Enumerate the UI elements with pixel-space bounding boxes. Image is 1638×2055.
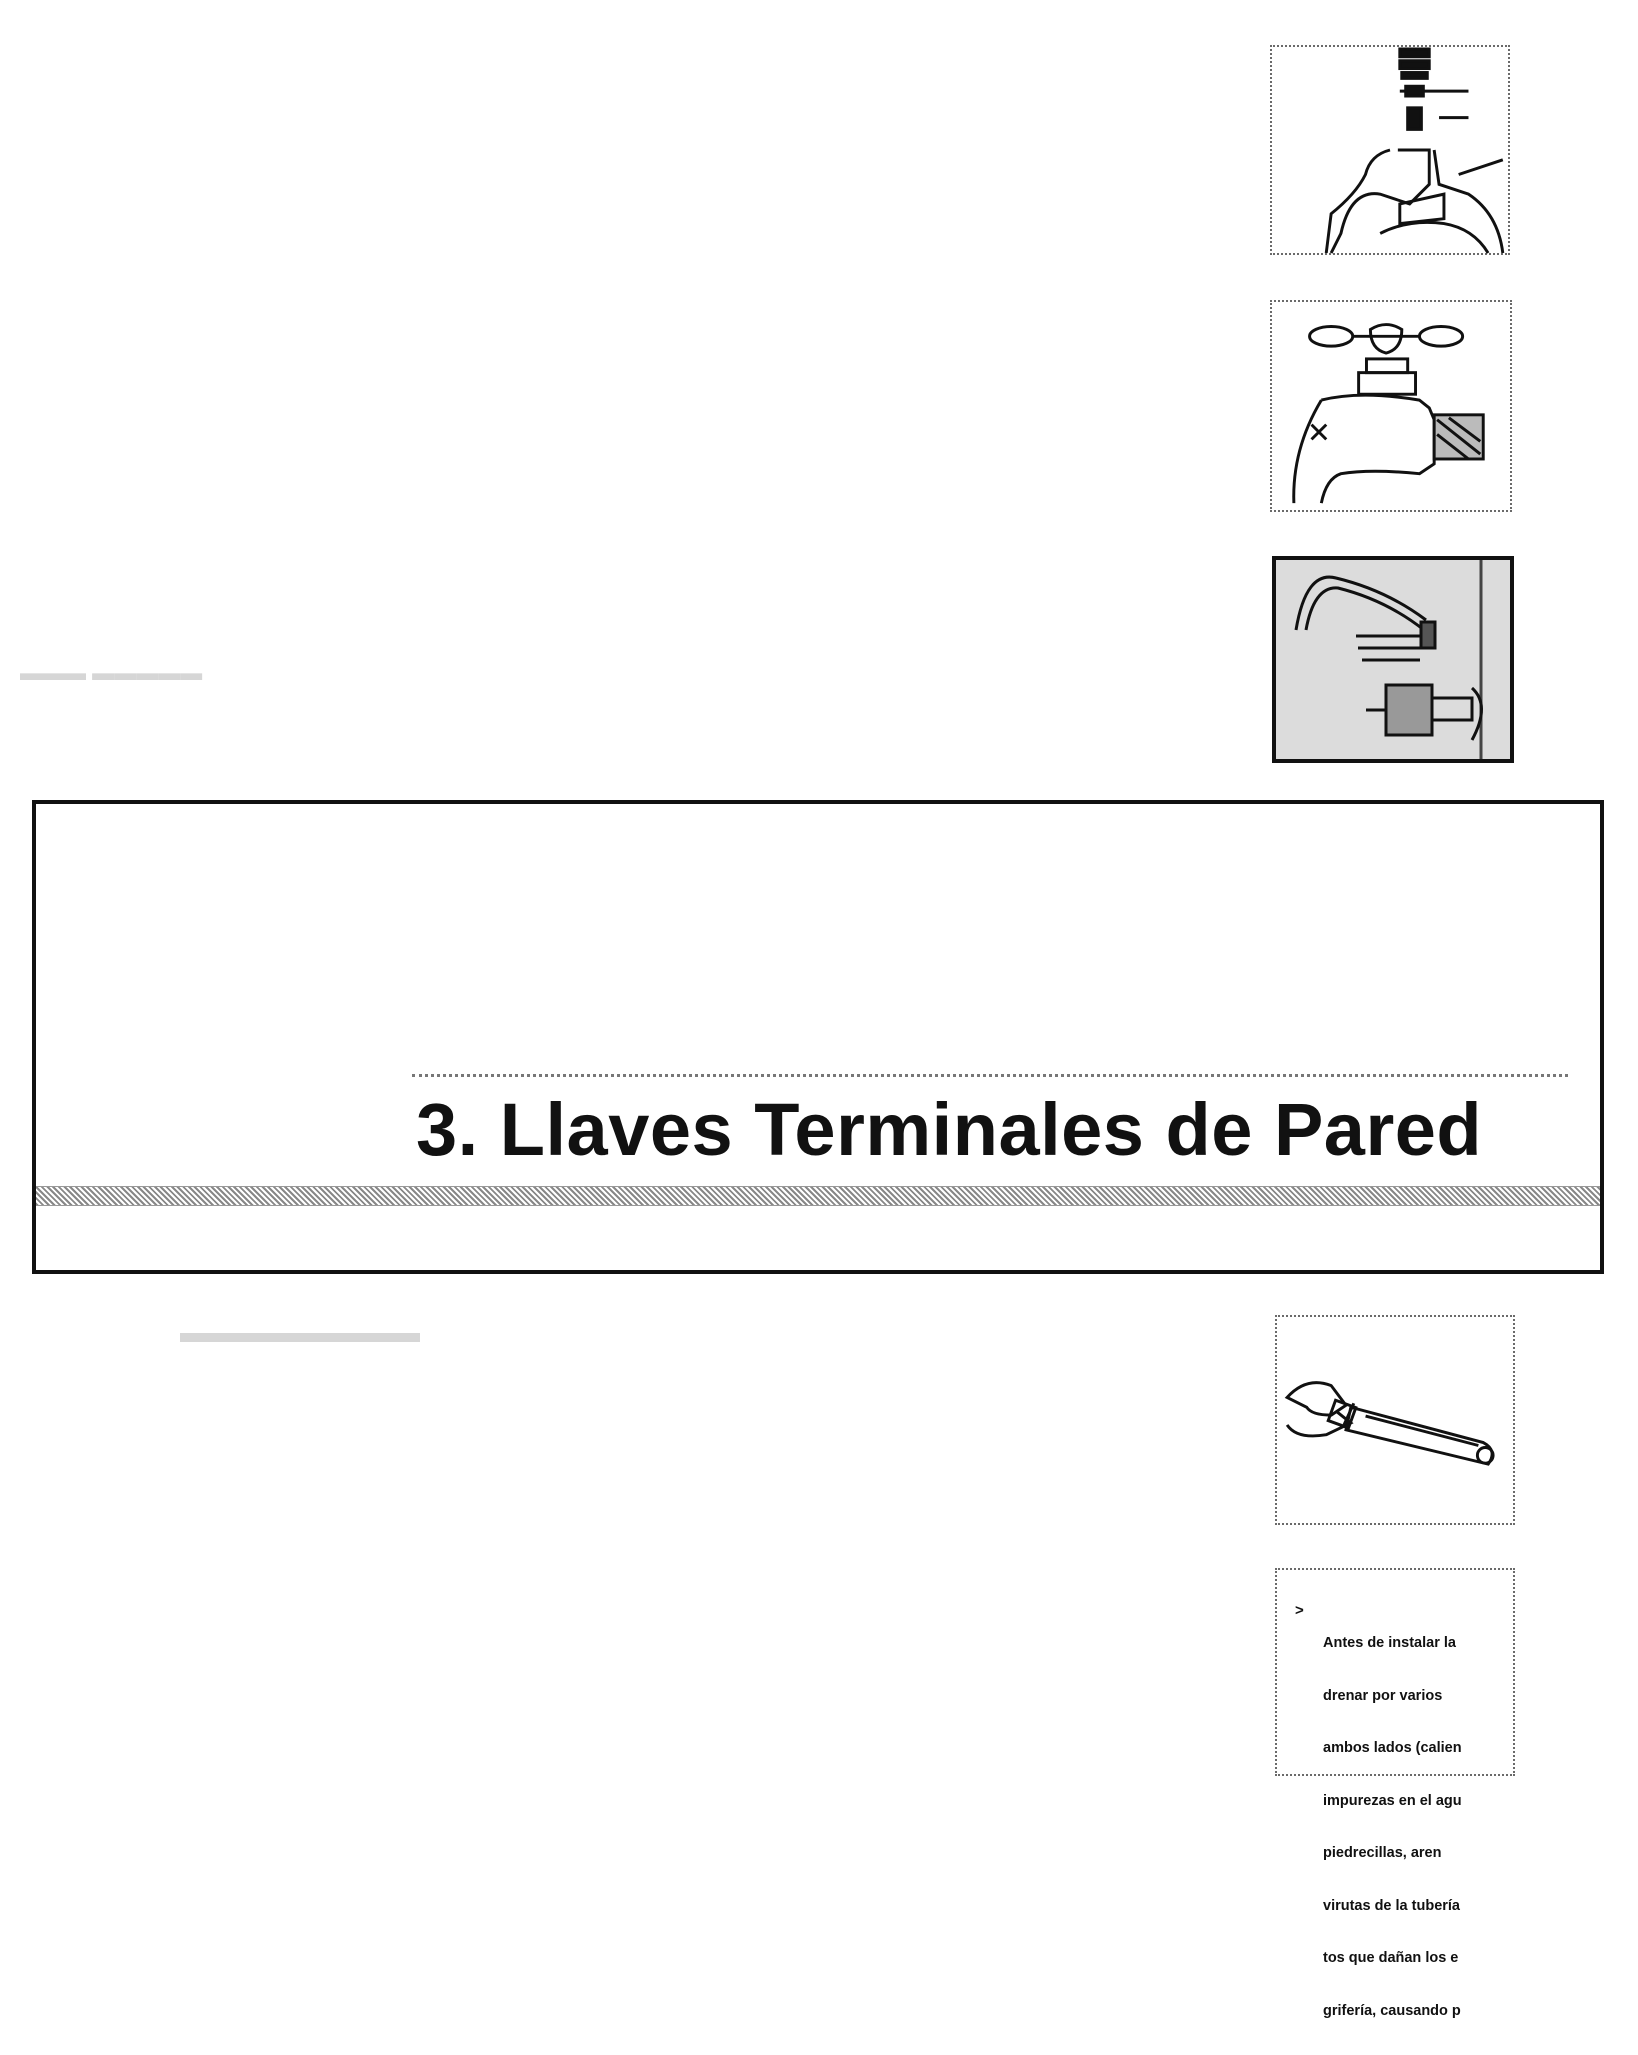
note-text-box — [1275, 1568, 1515, 2019]
bleed-through-text: ▬▬▬▬▬▬▬▬ — [180, 1316, 420, 1349]
hatched-divider-band — [36, 1186, 1600, 1206]
note-line: grifería, causando p — [1323, 2002, 1461, 2019]
note-bullet: > — [1295, 1602, 1304, 1619]
sink-faucet-wall-valve-illustration — [1272, 556, 1514, 763]
faucet-exploded-parts-icon — [1272, 47, 1508, 253]
note-line: ambos lados (calien — [1323, 1740, 1462, 1756]
bleed-through-text: ▬▬▬ ▬▬▬▬▬ — [20, 660, 203, 685]
adjustable-wrench-icon — [1277, 1317, 1513, 1523]
wall-faucet-icon — [1272, 302, 1510, 510]
note-line: impurezas en el agu — [1323, 1792, 1462, 1809]
note-line: piedrecillas, aren — [1323, 1845, 1442, 1861]
wall-faucet-illustration — [1270, 300, 1512, 512]
faucet-exploded-parts-illustration — [1270, 45, 1510, 255]
sink-faucet-with-wall-valve-icon — [1276, 560, 1510, 759]
wrench-illustration — [1275, 1315, 1515, 1525]
title-rule — [412, 1074, 1568, 1077]
note-line: drenar por varios — [1323, 1687, 1443, 1704]
note-line: virutas de la tubería — [1323, 1897, 1460, 1914]
note-line: tos que dañan los e — [1323, 1950, 1459, 1966]
chapter-title: 3. Llaves Terminales de Pared — [416, 1088, 1483, 1171]
note-line: Antes de instalar la — [1323, 1635, 1456, 1651]
